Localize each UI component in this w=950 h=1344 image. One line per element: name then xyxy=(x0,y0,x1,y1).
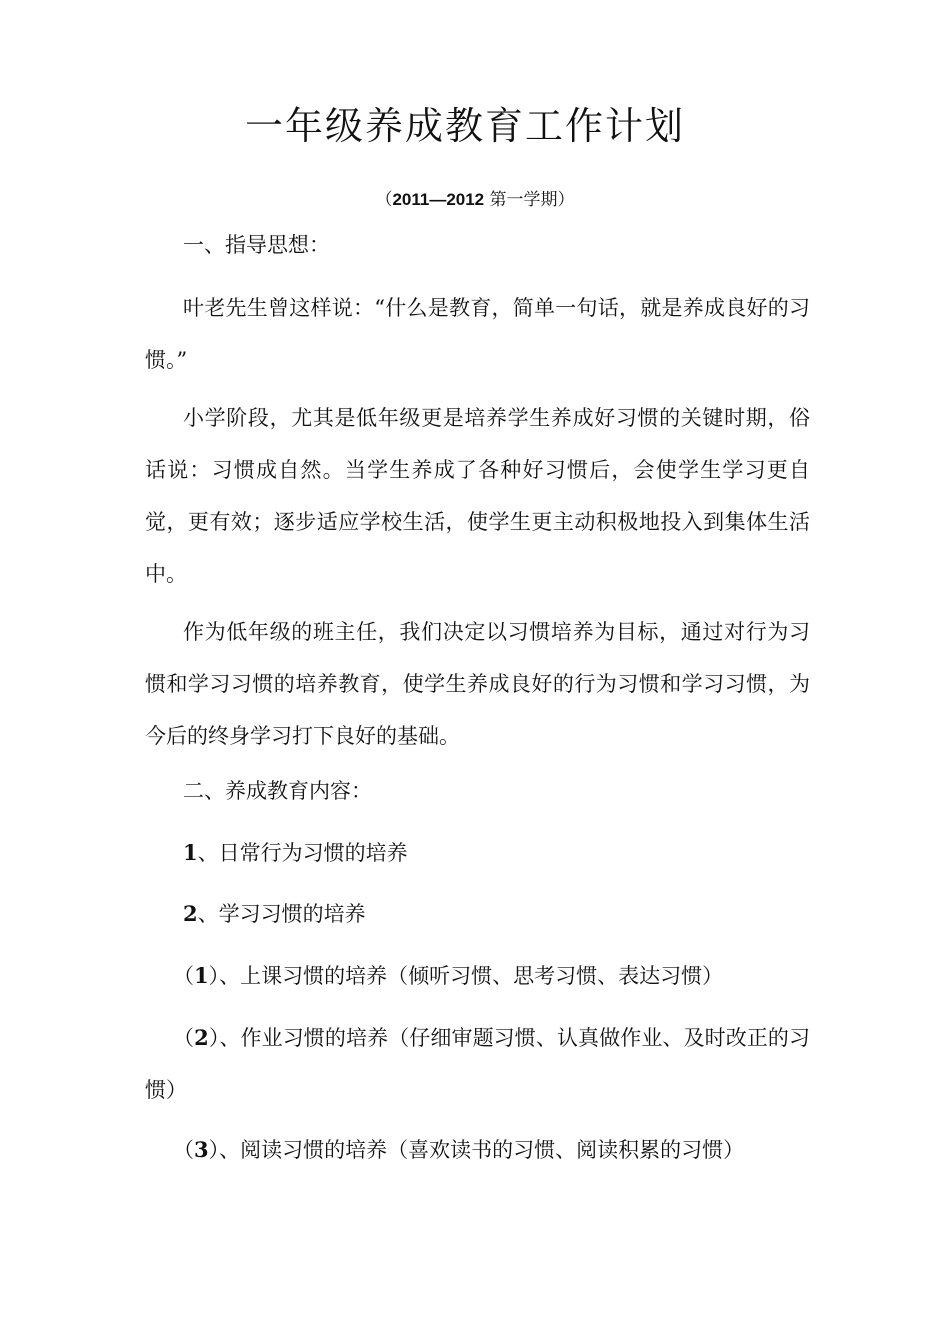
sub-item-2-number: 2 xyxy=(194,1025,209,1050)
sub-item-3-open: （ xyxy=(173,1138,194,1162)
paragraph-3: 作为低年级的班主任，我们决定以习惯培养为目标，通过对行为习惯和学习习惯的培养教育，使学生养成良好的行为习惯和学习习惯，为今后的终身学习打下良好的基础。 xyxy=(145,620,810,748)
sub-item-2-open: （ xyxy=(173,1026,195,1050)
sub-item-3-number: 3 xyxy=(194,1137,209,1162)
sub-item-1-text: ）、上课习惯的培养（倾听习惯、思考习惯、表达习惯） xyxy=(208,964,724,988)
document-subtitle xyxy=(0,185,950,215)
subtitle-semester: 第一学期） xyxy=(484,190,575,210)
sub-item-1 xyxy=(145,950,810,1002)
sub-item-3 xyxy=(145,1124,810,1176)
sub-item-1-number: 1 xyxy=(194,963,209,988)
subtitle-years: 2011—2012 xyxy=(392,190,485,209)
list-item-1-text: 、日常行为习惯的培养 xyxy=(197,841,408,865)
subtitle-open-paren: （ xyxy=(375,190,393,210)
section1-heading: 一、指导思想： xyxy=(183,233,330,257)
section2-heading: 二、养成教育内容： xyxy=(183,779,372,803)
sub-item-1-open: （ xyxy=(173,964,194,988)
list-item-2 xyxy=(145,888,810,940)
list-item-1-number: 1 xyxy=(183,840,198,865)
paragraph-1: 叶老先生曾这样说：“什么是教育，简单一句话，就是养成良好的习惯。” xyxy=(145,296,810,372)
document-title: 一年级养成教育工作计划 xyxy=(244,104,685,148)
list-item-1 xyxy=(145,827,810,879)
list-item-2-number: 2 xyxy=(183,901,198,926)
paragraph-2: 小学阶段，尤其是低年级更是培养学生养成好习惯的关键时期，俗话说：习惯成自然。当学生养成了各种好习惯后，会使学生学习更自觉，更有效；逐步适应学校生活，使学生更主动积极地投入到集体生活中。 xyxy=(145,406,810,586)
sub-item-2-text: ）、作业习惯的培养（仔细审题习惯、认真做作业、及时改正的习惯） xyxy=(145,1026,811,1102)
sub-item-3-text: ）、阅读习惯的培养（喜欢读书的习惯、阅读积累的习惯） xyxy=(208,1138,745,1162)
list-item-2-text: 、学习习惯的培养 xyxy=(197,902,366,926)
sub-item-2 xyxy=(145,1012,810,1116)
